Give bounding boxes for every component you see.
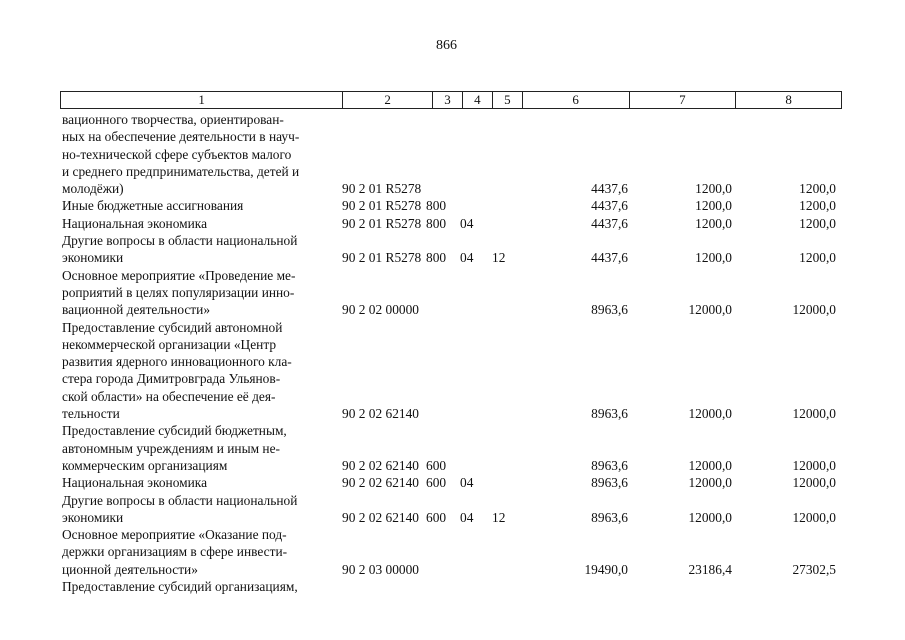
row-name: Национальная экономика xyxy=(62,215,208,231)
table-header xyxy=(60,91,842,109)
row-name: Основное мероприятие «Проведение ме- роприятий в целях популяризации инно- вационной деятельности» xyxy=(62,267,296,318)
header-col-6: 6 xyxy=(523,92,630,108)
row-amount-col7: 12000,0 xyxy=(688,475,732,491)
table-row xyxy=(62,422,842,474)
row-expense-type: 800 xyxy=(426,198,447,214)
row-amount-col6: 8963,6 xyxy=(591,509,628,525)
row-code: 90 2 01 R5278 xyxy=(342,215,422,231)
row-amount-col7: 1200,0 xyxy=(695,215,732,231)
budget-table-body xyxy=(62,111,842,595)
row-amount-col6: 4437,6 xyxy=(591,250,628,266)
header-col-5: 5 xyxy=(493,92,523,108)
header-col-7: 7 xyxy=(630,92,737,108)
header-col-4: 4 xyxy=(463,92,493,108)
row-name: Предоставление субсидий организациям, xyxy=(62,579,298,595)
table-row xyxy=(62,319,842,423)
table-row xyxy=(62,267,842,319)
table-row xyxy=(62,492,842,527)
row-amount-col7: 12000,0 xyxy=(688,457,732,473)
row-code: 90 2 01 R5278 xyxy=(342,250,422,266)
row-section: 04 xyxy=(460,509,474,525)
row-code: 90 2 01 R5278 xyxy=(342,181,422,197)
table-row xyxy=(62,197,842,214)
header-col-8: 8 xyxy=(785,92,792,107)
row-amount-col8: 1200,0 xyxy=(799,250,836,266)
page-number: 866 xyxy=(436,38,457,53)
row-name: Предоставление субсидий бюджетным, автономным учреждениям и иным не- коммерческим организациям xyxy=(62,423,287,473)
row-code: 90 2 03 00000 xyxy=(342,561,419,577)
row-amount-col6: 4437,6 xyxy=(591,181,628,197)
row-code: 90 2 01 R5278 xyxy=(342,198,422,214)
row-code: 90 2 02 00000 xyxy=(342,302,419,318)
row-name: Другие вопросы в области национальной экономики xyxy=(62,233,298,266)
row-amount-col7: 12000,0 xyxy=(688,406,732,422)
row-section: 04 xyxy=(460,475,474,491)
row-section: 04 xyxy=(460,250,474,266)
row-name: Основное мероприятие «Оказание под- держки организациям в сфере инвести- ционной деятельности» xyxy=(62,527,288,577)
row-name: Предоставление субсидий автономной некоммерческой организации «Центр развития ядерного инновационного кла- стера города Димитровграда Ульянов- ской области» на обеспечение её дея- тельности xyxy=(62,319,292,422)
header-col-3: 3 xyxy=(433,92,463,108)
row-amount-col8: 12000,0 xyxy=(792,509,836,525)
row-code: 90 2 02 62140 xyxy=(342,475,419,491)
row-amount-col8: 12000,0 xyxy=(792,475,836,491)
row-subsection: 12 xyxy=(492,509,506,525)
row-section: 04 xyxy=(460,215,474,231)
row-amount-col7: 1200,0 xyxy=(695,250,732,266)
row-amount-col8: 27302,5 xyxy=(792,561,836,577)
row-amount-col8: 12000,0 xyxy=(792,302,836,318)
table-row xyxy=(62,474,842,491)
table-row xyxy=(62,215,842,232)
row-amount-col6: 19490,0 xyxy=(584,561,628,577)
row-amount-col6: 4437,6 xyxy=(591,198,628,214)
row-name: Иные бюджетные ассигнования xyxy=(62,198,244,214)
row-amount-col7: 23186,4 xyxy=(688,561,732,577)
row-amount-col7: 1200,0 xyxy=(695,198,732,214)
row-amount-col7: 12000,0 xyxy=(688,302,732,318)
row-name: вационного творчества, ориентирован- ных на обеспечение деятельности в науч- но-технической сфере субъектов малого и среднего предпринимательства, детей и молодёжи) xyxy=(62,112,300,197)
row-amount-col7: 1200,0 xyxy=(695,181,732,197)
header-col-1: 1 xyxy=(61,92,343,108)
table-row xyxy=(62,526,842,578)
row-expense-type: 600 xyxy=(426,509,447,525)
row-amount-col8: 12000,0 xyxy=(792,457,836,473)
row-code: 90 2 02 62140 xyxy=(342,406,419,422)
row-code: 90 2 02 62140 xyxy=(342,509,419,525)
row-amount-col6: 8963,6 xyxy=(591,406,628,422)
row-expense-type: 600 xyxy=(426,475,447,491)
table-row xyxy=(62,111,842,197)
row-amount-col8: 12000,0 xyxy=(792,406,836,422)
row-amount-col6: 8963,6 xyxy=(591,302,628,318)
row-code: 90 2 02 62140 xyxy=(342,457,419,473)
row-name: Национальная экономика xyxy=(62,475,208,491)
table-row xyxy=(62,232,842,267)
row-amount-col7: 12000,0 xyxy=(688,509,732,525)
row-amount-col6: 4437,6 xyxy=(591,215,628,231)
row-amount-col8: 1200,0 xyxy=(799,198,836,214)
row-expense-type: 600 xyxy=(426,457,447,473)
table-row xyxy=(62,578,842,595)
row-name: Другие вопросы в области национальной экономики xyxy=(62,492,298,525)
header-col-2: 2 xyxy=(343,92,433,108)
row-amount-col8: 1200,0 xyxy=(799,215,836,231)
row-subsection: 12 xyxy=(492,250,506,266)
row-amount-col8: 1200,0 xyxy=(799,181,836,197)
row-expense-type: 800 xyxy=(426,250,447,266)
row-amount-col6: 8963,6 xyxy=(591,457,628,473)
row-amount-col6: 8963,6 xyxy=(591,475,628,491)
row-expense-type: 800 xyxy=(426,215,447,231)
